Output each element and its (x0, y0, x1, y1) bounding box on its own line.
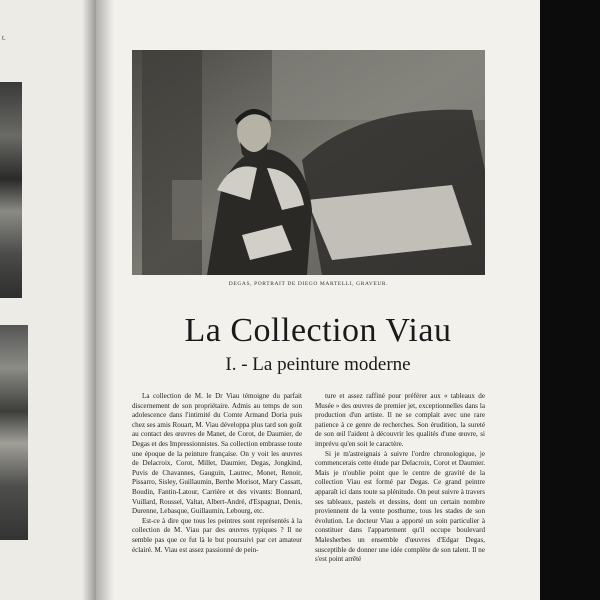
left-page-photo-bottom (0, 325, 28, 540)
paragraph: La collection de M. le Dr Viau témoigne du parfait discernement de son propriétaire. Admis au temps de son adolescence dans l'intimité du Comte Armand Doria puis chez ses amis Rouart, M. Viau développa plus tard son goût au contact des œuvres de Manet, de Corot, de Daumier, de Degas et des Impressionnistes. Sa collection embrasse toute une époque de la peinture française. On y voit les œuvres de Delacroix, Corot, Millet, Daumier, Degas, Jongkind, Puvis de Chavannes, Gauguin, Lautrec, Monet, Renoir, Pissarro, Sisley, Guillaumin, Berthe Morisot, Mary Cassatt, Boudin, Fantin-Latour, Carrière et des vivants: Bonnard, Vuillard, Roussel, Valtat, Albert-André, d'Espagnat, Denis, Durenne, Lebasque, Guillaumin, Lebourg, etc. (132, 392, 302, 516)
paragraph: ture et assez raffiné pour préférer aux « tableaux de Musée » des œuvres de premier jet, exceptionnelles dans la production d'un artiste. Il ne se complait avec une rare patience à ce genre de recherches. Son érudition, la sureté de son œil l'aident à découvrir les qualités d'une œuvre, si imprévu qu'en soit le caractère. (315, 392, 485, 448)
paragraph: Si je m'astreignais à suivre l'ordre chronologique, je commencerais cette étude par Delacroix, Corot et Daumier. Mais je n'oublie point que le centre de gravité de la collection Viau est formé par Degas. Ce grand peintre apparaît ici dans toute sa plénitude. On peut suivre à travers ses tableaux, pastels et dessins, dont un certain nombre proviennent de la vente posthume, tous les stades de son évolution. Le docteur Viau a apporté un soin particulier à constituer dans l'appartement qu'il occupe boulevard Malesherbes un ensemble d'œuvres d'Edgar Degas, susceptible de donner une idée complète de son talent. Il ne s'est point arrêté (315, 449, 485, 564)
gutter-shadow (96, 0, 114, 600)
left-page-photo-top (0, 82, 22, 298)
article-subtitle: I. - La peinture moderne (225, 354, 411, 375)
article-title: La Collection Viau (184, 312, 452, 349)
painting-image (132, 50, 485, 275)
painting-reproduction (132, 50, 485, 275)
article-column-2 (315, 392, 485, 565)
left-page (0, 0, 96, 600)
figure-caption: DEGAS, PORTRAIT DE DIEGO MARTELLI, GRAVEUR. (228, 281, 389, 287)
page-fold-shadow (82, 0, 96, 600)
article-column-1 (132, 392, 302, 555)
paragraph: Est-ce à dire que tous les peintres sont représentés à la collection de M. Viau par des œuvres typiques ? Il ne semble pas que ce fut là le but poursuivi par cet amateur éclairé. M. Viau est assez passionné de pein- (132, 516, 302, 554)
left-page-corner-text: t. (2, 34, 6, 42)
right-page (96, 0, 540, 600)
